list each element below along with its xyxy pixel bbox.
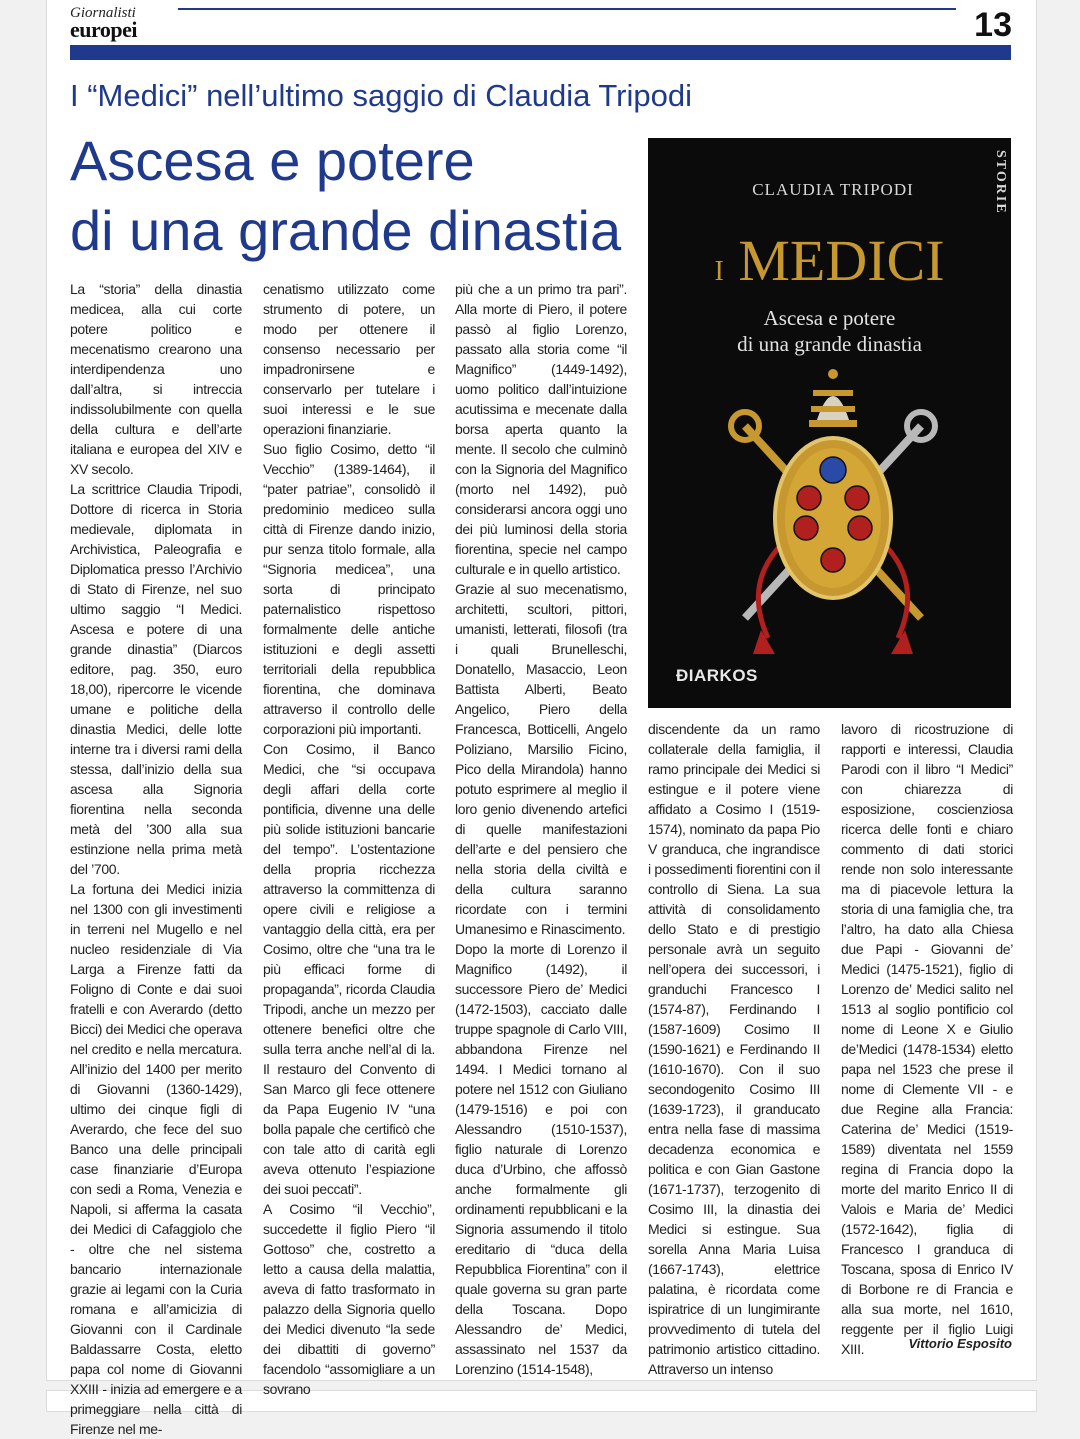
cover-subtitle-line-2: di una grande dinastia xyxy=(737,332,922,356)
headline-line-2: di una grande dinastia xyxy=(70,199,622,262)
paragraph: Con Cosimo, il Banco Medici, che “si occupava degli affari della corte pontificia, divenne una delle più solide istituzioni bancarie del tempo”. L’ostentazione della propria ricchezza attraverso la committenza di opere civili e religiose a vantaggio della città, era per Cosimo, oltre che “una tra le più efficaci forme di propaganda”, ricorda Claudia Tripodi, anche un mezzo per ottenere benefici oltre che sulla terra anche nell’al di la. Il restauro del Convento di San Marco gli fece ottenere da Papa Eugenio IV “una bolla papale che certificò che con tale atto di carità egli aveva ottenuto l’espiazione dei suoi peccati”. xyxy=(263,741,435,1197)
paragraph: La “storia” della dinastia medicea, alla cui corte potere politico e mecenatismo crearono una interdipendenza uno dall’altra, si intreccia indissolubilmente con quella della cultura e dell’arte italiana e europea del XIV e XV secolo. xyxy=(70,281,242,477)
book-cover-image xyxy=(648,138,1011,708)
text-column-5 xyxy=(841,719,1013,1359)
cover-title xyxy=(648,226,1011,307)
paragraph: Grazie al suo mecenatismo, architetti, scultori, pittori, umanisti, letterati, filosofi (tra i quali Brunelleschi, Donatello, Masaccio, Leon Battista Alberti, Beato Angelico, Piero della Francesca, Botticelli, Angelo Poliziano, Marsilio Ficino, Pico della Mirandola) hanno potuto esprimere al meglio il loro genio divenendo artefici di quelle manifestazioni dell’arte e del pensiero che nella storia della civiltà e della cultura saranno ricordate con i termini Umanesimo e Rinascimento. xyxy=(455,581,627,937)
paragraph: lavoro di ricostruzione di rapporti e interessi, Claudia Parodi con il libro “I Medici” con chiarezza di esposizione, coscienziosa ricerca delle fonti e chiaro commento di dati storici rende non solo interessante ma di piacevole lettura la storia di una famiglia che, tra l’altro, ha dato alla Chiesa due Papi - Giovanni de’ Medici (1475-1521), figlio di Lorenzo de’ Medici salito nel 1513 al soglio pontificio col nome di Leone X e Giulio de’Medici (1478-1534) eletto papa nel 1523 che prese il nome di Clemente VII - e due Regine alla Francia: Caterina de’ Medici (1519-1589) diventata nel 1559 regina di Francia dopo la morte del marito Enrico II di Valois e Maria de’ Medici (1572-1642), figlia di Francesco I granduca di Toscana, sposa di Enrico IV di Borbone re di Francia e alla sua morte, nel 1610, reggente per il figlio Luigi XIII. xyxy=(841,721,1013,1357)
paragraph: A Cosimo “il Vecchio”, succedette il figlio Piero “il Gottoso” che, costretto a letto a causa della malattia, aveva di fatto trasformato in palazzo della Signoria quello dei Medici divenuto “la sede dei dibattiti di governo” facendolo “assomigliare a un sovrano xyxy=(263,1201,435,1397)
paragraph: Dopo la morte di Lorenzo il Magnifico (1492), il successore Piero de’ Medici (1472-1503), cacciato dalle truppe spagnole di Carlo VIII, abbandona Firenze nel 1494. I Medici tornano al potere nel 1512 con Giuliano (1479-1516) e poi con Alessandro (1510-1537), figlio naturale di Lorenzo duca d’Urbino, che affossò anche formalmente gli ordinamenti repubblicani e la Signoria assumendo il titolo ereditario di “duca della Repubblica Fiorentina” con il quale governa su gran parte della Toscana. Dopo Alessandro de’ Medici, assassinato nel 1537 da Lorenzino (1514-1548), xyxy=(455,941,627,1377)
medici-papal-coat-of-arms-icon xyxy=(703,368,963,658)
logo-line-1: Giornalisti xyxy=(70,5,136,21)
cover-title-article: I xyxy=(714,256,724,287)
masthead-rule xyxy=(178,8,956,10)
article-headline xyxy=(70,126,650,266)
cover-subtitle-line-1: Ascesa e potere xyxy=(763,306,896,330)
cover-title-main: MEDICI xyxy=(738,228,945,293)
cover-author: CLAUDIA TRIPODI xyxy=(752,180,914,199)
header-blue-bar xyxy=(70,45,1011,60)
text-column-1 xyxy=(70,279,242,1439)
paragraph: La scrittrice Claudia Tripodi, Dottore di ricerca in Storia medievale, diplomata in Archivistica, Paleografia e Diplomatica presso l’Archivio di Stato di Firenze, nel suo ultimo saggio “I Medici. Ascesa e potere di una grande dinastia” (Diarcos editore, pag. 350, euro 18,00), ripercorre le vicende umane e politiche della dinastia Medici, delle lotte interne tra i diversi rami della stessa, dall’inizio della sua ascesa alla Signoria fiorentina nella seconda metà del ’300 alla sua estinzione nella prima metà del ’700. xyxy=(70,481,242,877)
paragraph: cenatismo utilizzato come strumento di potere, un modo per ottenere il consenso necessario per impadronirsene e conservarlo per tutelare i suoi interessi e le sue operazioni finanziarie. xyxy=(263,281,435,437)
paragraph: Suo figlio Cosimo, detto “il Vecchio” (1389-1464), il “pater patriae”, consolidò il predominio mediceo sulla città di Firenze dando inizio, pur senza titolo formale, alla “Signoria medicea”, una sorta di principato paternalistico rispettoso formalmente delle antiche istituzioni e degli assetti territoriali della repubblica fiorentina, che dominava attraverso il controllo delle corporazioni più importanti. xyxy=(263,441,435,737)
cover-publisher: ÐIARKOS xyxy=(676,666,758,685)
paragraph: La fortuna dei Medici inizia nel 1300 con gli investimenti in terreni nel Mugello e nel nucleo residenziale di Via Larga a Firenze fatti da Foligno di Conte e dai suoi fratelli e con Averardo (detto Bicci) dei Medici che operava nel credito e nella mercatura. All’inizio del 1400 per merito di Giovanni (1360-1429), ultimo dei cinque figli di Averardo, che fece del suo Banco una delle principali case finanziarie d’Europa con sedi a Roma, Venezia e Napoli, si afferma la casata dei Medici di Cafaggiolo che - oltre che nel sistema bancario internazionale grazie ai legami con la Curia romana e all’amicizia di Giovanni con il Cardinale Baldassarre Costa, eletto papa col nome di Giovanni XXIII - inizia ad emergere e a primeggiare nella città di Firenze nel me- xyxy=(70,881,242,1437)
cover-series: STORIE xyxy=(993,150,1008,215)
page-number: 13 xyxy=(974,6,1012,44)
text-column-2 xyxy=(263,279,435,1399)
logo-line-2: europei xyxy=(70,17,137,42)
masthead-logo xyxy=(70,6,180,40)
article-author: Vittorio Esposito xyxy=(908,1336,1012,1351)
paragraph: discendente da un ramo collaterale della famiglia, il ramo principale dei Medici si estingue e il potere viene affidato a Cosimo I (1519-1574), nominato da papa Pio V granduca, che ingrandisce i possedimenti fiorentini con il controllo di Siena. La sua attività di consolidamento dello Stato e di prestigio personale avrà un seguito nell’opera dei successori, i granduchi Francesco I (1574-87), Ferdinando I (1587-1609) Cosimo II (1590-1621) e Ferdinando II (1610-1670). Con il suo secondogenito Cosimo III (1639-1723), il granducato entra nella fase di massima decadenza economica e politica e con Gian Gastone (1671-1737), terzogenito di Cosimo III, la dinastia dei Medici si estingue. Sua sorella Anna Maria Luisa (1667-1743), elettrice palatina, è ricordata come ispiratrice di un lungimirante provvedimento di tutela del patrimonio artistico cittadino. Attraverso un intenso xyxy=(648,721,820,1377)
text-column-3 xyxy=(455,279,627,1379)
text-column-4 xyxy=(648,719,820,1379)
paragraph: più che a un primo tra pari”. Alla morte di Piero, il potere passò al figlio Lorenzo, passato alla storia come “il Magnifico” (1449-1492), uomo politico dall’intuizione acutissima e mecenate dalla borsa aperta quanto la mente. Il secolo che culminò con la Signoria del Magnifico (morto nel 1492), può considerarsi ancora oggi uno dei più luminosi della storia fiorentina, specie nel campo culturale e in quello artistico. xyxy=(455,281,627,577)
headline-line-1: Ascesa e potere xyxy=(70,129,475,192)
article-kicker: I “Medici” nell’ultimo saggio di Claudia Tripodi xyxy=(70,78,692,113)
